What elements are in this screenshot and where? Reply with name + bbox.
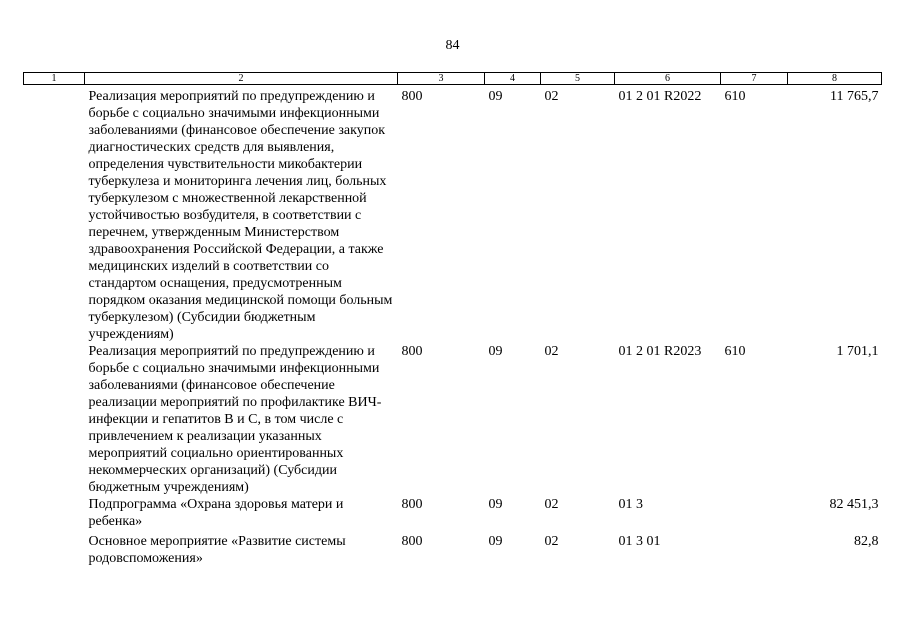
column-header-8: 8 <box>788 73 882 85</box>
table-row <box>24 530 882 567</box>
row-empty-cell <box>24 496 85 530</box>
row-section-code: 09 <box>488 534 503 549</box>
budget-table <box>23 72 882 567</box>
row-amount: 1 701,1 <box>836 344 879 359</box>
table-row <box>24 343 882 496</box>
row-target-article: 01 3 01 <box>618 534 661 549</box>
column-header-7: 7 <box>721 73 788 85</box>
row-expense-type <box>721 496 788 530</box>
page-number: 84 <box>445 38 460 53</box>
row-expense-type <box>721 530 788 567</box>
row-subsection-code: 02 <box>544 344 559 359</box>
row-target-article: 01 2 01 R2023 <box>618 344 702 359</box>
column-header-3: 3 <box>398 73 485 85</box>
row-target-article: 01 3 <box>618 497 643 512</box>
row-expense-type: 610 <box>724 89 746 104</box>
row-section-code: 09 <box>488 344 503 359</box>
column-header-4: 4 <box>485 73 541 85</box>
row-description: Реализация мероприятий по предупреждению и борьбе с социально значимыми инфекционными заболеваниями (финансовое обеспечение реализации мероприятий по профилактике ВИЧ-инфекции и гепатитов В и С, в том числе с привлечением к реализации указанных мероприятий социально ориентированных некоммерческих организаций) (Субсидии бюджетным учреждениям) <box>88 344 382 495</box>
row-empty-cell <box>24 85 85 344</box>
row-section-code: 09 <box>488 497 503 512</box>
row-subsection-code: 02 <box>544 89 559 104</box>
row-amount: 82,8 <box>854 534 879 549</box>
row-ministry-code: 800 <box>401 497 423 512</box>
column-header-6: 6 <box>615 73 721 85</box>
row-ministry-code: 800 <box>401 534 423 549</box>
row-ministry-code: 800 <box>401 344 423 359</box>
row-description: Основное мероприятие «Развитие системы родовспоможения» <box>88 534 346 566</box>
row-amount: 11 765,7 <box>830 89 879 104</box>
row-ministry-code: 800 <box>401 89 423 104</box>
row-expense-type: 610 <box>724 344 746 359</box>
row-target-article: 01 2 01 R2022 <box>618 89 702 104</box>
row-amount: 82 451,3 <box>829 497 879 512</box>
row-subsection-code: 02 <box>544 534 559 549</box>
row-description: Подпрограмма «Охрана здоровья матери и ребенка» <box>88 497 344 529</box>
column-header-2: 2 <box>85 73 398 85</box>
table-row <box>24 85 882 344</box>
row-empty-cell <box>24 530 85 567</box>
row-subsection-code: 02 <box>544 497 559 512</box>
column-header-1: 1 <box>24 73 85 85</box>
column-header-5: 5 <box>541 73 615 85</box>
row-empty-cell <box>24 343 85 496</box>
row-section-code: 09 <box>488 89 503 104</box>
table-row <box>24 496 882 530</box>
row-description: Реализация мероприятий по предупреждению и борьбе с социально значимыми инфекционными заболеваниями (финансовое обеспечение закупок диагностических средств для выявления, определения чувствительности микобактерии туберкулеза и мониторинга лечения лиц, больных туберкулезом с множественной лекарственной устойчивостью возбудителя, в соответствии с перечнем, утвержденным Министерством здравоохранения Российской Федерации, а также медицинских изделий в соответствии со стандартом оснащения, предусмотренным порядком оказания медицинской помощи больным туберкулезом) (Субсидии бюджетным учреждениям) <box>88 89 393 342</box>
column-number-header-row <box>24 73 882 85</box>
